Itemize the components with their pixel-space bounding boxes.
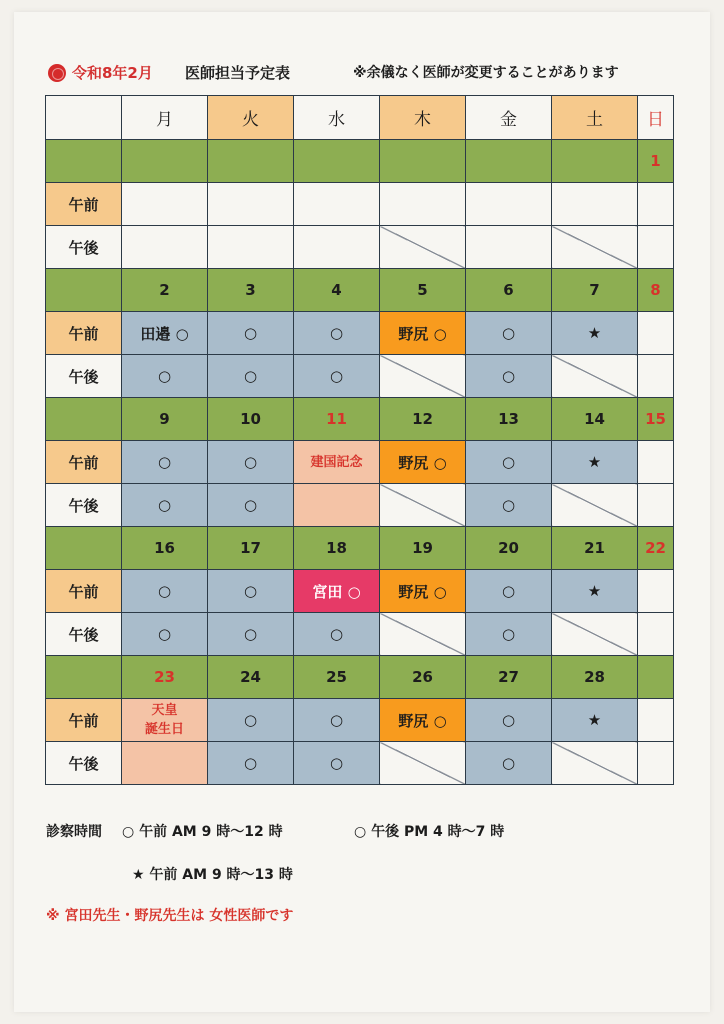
schedule-cell (294, 183, 380, 226)
schedule-cell-nojiri: 野尻 ○ (380, 441, 466, 484)
schedule-cell (380, 183, 466, 226)
schedule-cell: ○ (294, 699, 380, 742)
am-label: 午前 (46, 441, 122, 484)
closed-cell (552, 484, 638, 527)
weekday-header-row (46, 96, 674, 140)
date-cell (294, 140, 380, 183)
schedule-cell: ○ (294, 312, 380, 355)
schedule-cell: ○ (208, 441, 294, 484)
schedule-cell: ○ (466, 441, 552, 484)
pm-row (46, 484, 674, 527)
closed-cell (380, 226, 466, 269)
schedule-cell: ○ (208, 613, 294, 656)
date-cell: 18 (294, 527, 380, 570)
week-date-row (46, 656, 674, 699)
schedule-cell: ○ (466, 570, 552, 613)
page-title: 医師担当予定表 (185, 64, 291, 82)
closed-cell (552, 742, 638, 785)
legend-label: 診察時間 (46, 824, 102, 840)
date-cell-sunday: 15 (638, 398, 674, 441)
schedule-cell (638, 484, 674, 527)
holiday-name-line2: 誕生日 (144, 722, 184, 737)
date-cell: 7 (552, 269, 638, 312)
schedule-cell (122, 226, 208, 269)
corner-cell (46, 96, 122, 140)
red-circle-icon (48, 64, 66, 82)
date-cell: 4 (294, 269, 380, 312)
date-cell: 16 (122, 527, 208, 570)
schedule-cell: ○ (294, 355, 380, 398)
week-date-row (46, 398, 674, 441)
weekday-sat: 土 (552, 96, 638, 140)
schedule-cell (638, 699, 674, 742)
am-row (46, 699, 674, 742)
closed-cell (552, 355, 638, 398)
schedule-cell: ○ (294, 613, 380, 656)
header (48, 62, 688, 88)
am-label: 午前 (46, 699, 122, 742)
am-label: 午前 (46, 183, 122, 226)
schedule-cell: ○ (208, 484, 294, 527)
holiday-cell (122, 699, 208, 742)
schedule-cell (638, 183, 674, 226)
schedule-cell (294, 226, 380, 269)
date-label-cell (46, 140, 122, 183)
schedule-cell (638, 613, 674, 656)
pm-label: 午後 (46, 226, 122, 269)
schedule-cell: ○ (208, 312, 294, 355)
schedule-cell-nojiri: 野尻 ○ (380, 312, 466, 355)
schedule-cell: ○ (208, 742, 294, 785)
am-row (46, 441, 674, 484)
schedule-cell-star: ★ (552, 441, 638, 484)
closed-cell (552, 226, 638, 269)
schedule-table (45, 95, 674, 785)
schedule-cell (208, 226, 294, 269)
date-cell: 13 (466, 398, 552, 441)
schedule-cell-star: ★ (552, 699, 638, 742)
schedule-cell (122, 183, 208, 226)
date-cell: 21 (552, 527, 638, 570)
date-cell: 24 (208, 656, 294, 699)
date-cell: 3 (208, 269, 294, 312)
holiday-cell (294, 484, 380, 527)
schedule-cell: ○ (122, 484, 208, 527)
schedule-cell: ○ (294, 742, 380, 785)
schedule-cell (638, 742, 674, 785)
schedule-cell (638, 226, 674, 269)
date-cell (380, 140, 466, 183)
schedule-cell: ○ (208, 699, 294, 742)
weekday-mon: 月 (122, 96, 208, 140)
pm-row (46, 742, 674, 785)
week-date-row (46, 527, 674, 570)
am-row (46, 570, 674, 613)
schedule-cell (638, 570, 674, 613)
week-date-row (46, 140, 674, 183)
date-cell-sunday: 22 (638, 527, 674, 570)
legend-star: ★ 午前 AM 9 時～13 時 (132, 867, 293, 883)
schedule-cell: ○ (208, 355, 294, 398)
weekday-tue: 火 (208, 96, 294, 140)
schedule-cell: ○ (466, 484, 552, 527)
holiday-cell (294, 441, 380, 484)
date-cell: 17 (208, 527, 294, 570)
pm-label: 午後 (46, 355, 122, 398)
am-row (46, 312, 674, 355)
pm-row (46, 613, 674, 656)
weekday-thu: 木 (380, 96, 466, 140)
schedule-cell: ○ (208, 570, 294, 613)
date-cell: 9 (122, 398, 208, 441)
legend-am: ○ 午前 AM 9 時～12 時 (122, 824, 283, 840)
date-label-cell (46, 269, 122, 312)
schedule-cell: ○ (466, 742, 552, 785)
weekday-sun: 日 (638, 96, 674, 140)
date-cell: 19 (380, 527, 466, 570)
schedule-cell (638, 312, 674, 355)
am-label: 午前 (46, 570, 122, 613)
change-notice: ※余儀なく医師が変更することがあります (353, 65, 619, 81)
schedule-cell (638, 441, 674, 484)
holiday-name: 建国記念 (310, 454, 363, 470)
era-month: 令和8年2月 (72, 64, 153, 82)
closed-cell (380, 355, 466, 398)
schedule-cell-miyata: 宮田 ○ (294, 570, 380, 613)
date-label-cell (46, 656, 122, 699)
date-cell-sunday (638, 656, 674, 699)
schedule-cell: ○ (122, 613, 208, 656)
date-cell: 25 (294, 656, 380, 699)
schedule-cell (208, 183, 294, 226)
schedule-cell (466, 226, 552, 269)
schedule-cell: ○ (122, 441, 208, 484)
schedule-cell: ○ (466, 312, 552, 355)
schedule-cell-star: ★ (552, 312, 638, 355)
schedule-cell: ○ (466, 699, 552, 742)
date-cell (208, 140, 294, 183)
date-cell: 28 (552, 656, 638, 699)
date-cell: 14 (552, 398, 638, 441)
date-cell: 27 (466, 656, 552, 699)
schedule-cell: ○ (466, 613, 552, 656)
am-label: 午前 (46, 312, 122, 355)
schedule-cell (466, 183, 552, 226)
date-cell (466, 140, 552, 183)
date-cell-holiday: 11 (294, 398, 380, 441)
pm-row (46, 226, 674, 269)
schedule-cell-star: ★ (552, 570, 638, 613)
holiday-name-line1: 天皇 (151, 703, 178, 718)
date-cell: 12 (380, 398, 466, 441)
weekday-wed: 水 (294, 96, 380, 140)
date-cell-sunday: 8 (638, 269, 674, 312)
date-cell: 10 (208, 398, 294, 441)
date-cell: 6 (466, 269, 552, 312)
schedule-cell (638, 355, 674, 398)
holiday-cell (122, 742, 208, 785)
pm-label: 午後 (46, 742, 122, 785)
closed-cell (552, 613, 638, 656)
am-row (46, 183, 674, 226)
pm-label: 午後 (46, 484, 122, 527)
schedule-cell: ○ (466, 355, 552, 398)
schedule-cell-nojiri: 野尻 ○ (380, 699, 466, 742)
date-cell (122, 140, 208, 183)
legend-pm: ○ 午後 PM 4 時～7 時 (354, 824, 505, 840)
date-label-cell (46, 398, 122, 441)
date-cell (552, 140, 638, 183)
date-cell: 5 (380, 269, 466, 312)
schedule-cell: ○ (122, 570, 208, 613)
closed-cell (380, 613, 466, 656)
date-cell: 26 (380, 656, 466, 699)
pm-label: 午後 (46, 613, 122, 656)
date-cell-holiday: 23 (122, 656, 208, 699)
schedule-cell: ○ (122, 355, 208, 398)
date-cell-sunday: 1 (638, 140, 674, 183)
schedule-cell-nojiri: 野尻 ○ (380, 570, 466, 613)
schedule-cell (552, 183, 638, 226)
schedule-cell: 田邉 ○ (122, 312, 208, 355)
date-cell: 2 (122, 269, 208, 312)
date-label-cell (46, 527, 122, 570)
female-doctor-note: ※ 宮田先生・野尻先生は 女性医師です (46, 908, 294, 924)
pm-row (46, 355, 674, 398)
closed-cell (380, 484, 466, 527)
closed-cell (380, 742, 466, 785)
date-cell: 20 (466, 527, 552, 570)
weekday-fri: 金 (466, 96, 552, 140)
week-date-row (46, 269, 674, 312)
